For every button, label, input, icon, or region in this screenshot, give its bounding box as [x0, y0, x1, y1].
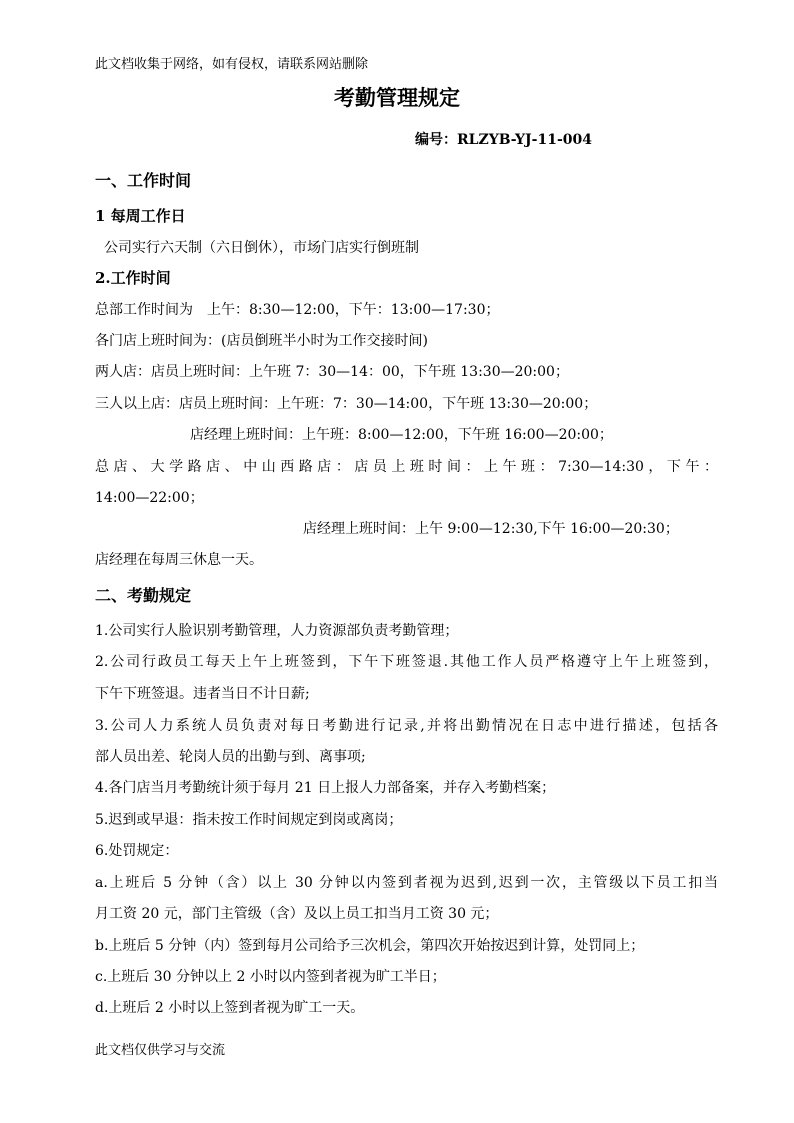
rule-1-line: 1.公司实行人脸识别考勤管理，人力资源部负责考勤管理；	[95, 623, 459, 639]
store-work-time-line: 各门店上班时间为：(店员倒班半小时为工作交接时间)	[95, 333, 428, 349]
hq-work-time-line: 总部工作时间为 上午：8:30—12:00，下午：13:00—17:30；	[95, 302, 500, 318]
rule-3-line-cont: 部人员出差、轮岗人员的出勤与到、离事项;	[95, 749, 366, 765]
rule-6-line: 6.处罚规定：	[95, 843, 179, 859]
document-number: 编号：RLZYB-YJ-11-004	[415, 132, 593, 148]
manager-rest-day-line: 店经理在每周三休息一天。	[95, 552, 263, 568]
rule-4-line: 4.各门店当月考勤统计须于每月 21 日上报人力部备案，并存入考勤档案；	[95, 780, 556, 796]
main-stores-time-line-cont: 14:00—22:00；	[95, 490, 204, 506]
footer-note: 此文档仅供学习与交流	[95, 1043, 226, 1058]
rule-3-line: 3.公司人力系统人员负责对每日考勤进行记录,并将出勤情况在日志中进行描述，包括各	[95, 718, 718, 734]
rule-2-line: 2.公司行政员工每天上午上班签到，下午下班签退.其他工作人员严格遵守上午上班签到，	[95, 654, 718, 670]
section1-sub1-text: 公司实行六天制（六日倒休），市场门店实行倒班制	[104, 240, 419, 256]
section2-heading: 二、考勤规定	[95, 586, 192, 605]
store-manager-time-line: 店经理上班时间：上午班：8:00—12:00，下午班 16:00—20:00；	[190, 427, 613, 443]
penalty-a-line-cont: 月工资 20 元，部门主管级（含）及以上员工扣当月工资 30 元；	[95, 906, 499, 922]
main-stores-manager-time-line: 店经理上班时间：上午 9:00—12:30,下午 16:00—20:30；	[303, 521, 679, 537]
header-note: 此文档收集于网络，如有侵权，请联系网站删除	[95, 57, 369, 72]
two-person-store-line: 两人店：店员上班时间：上午班 7：30—14：00，下午班 13:30—20:00；	[95, 364, 569, 380]
document-title: 考勤管理规定	[334, 85, 460, 110]
penalty-a-line: a.上班后 5 分钟（含）以上 30 分钟以内签到者视为迟到,迟到一次，主管级以下员工扣当	[95, 875, 718, 891]
section1-sub1-heading: 1 每周工作日	[95, 207, 186, 225]
penalty-c-line: c.上班后 30 分钟以上 2 小时以内签到者视为旷工半日；	[95, 969, 446, 985]
rule-5-line: 5.迟到或早退：指未按工作时间规定到岗或离岗；	[95, 812, 403, 828]
main-stores-time-line: 总店、大学路店、中山西路店：店员上班时间：上午班：7:30—14:30，下午：	[95, 459, 718, 475]
penalty-d-line: d.上班后 2 小时以上签到者视为旷工一天。	[95, 1000, 365, 1016]
penalty-b-line: b.上班后 5 分钟（内）签到每月公司给予三次机会，第四次开始按迟到计算，处罚同上；	[95, 938, 645, 954]
rule-2-line-cont: 下午下班签退。违者当日不计日薪;	[95, 686, 310, 702]
section1-sub2-heading: 2.工作时间	[95, 269, 171, 287]
three-person-store-line: 三人以上店：店员上班时间：上午班：7：30—14:00，下午班 13:30—20:00；	[95, 396, 598, 412]
section1-heading: 一、工作时间	[95, 171, 192, 190]
